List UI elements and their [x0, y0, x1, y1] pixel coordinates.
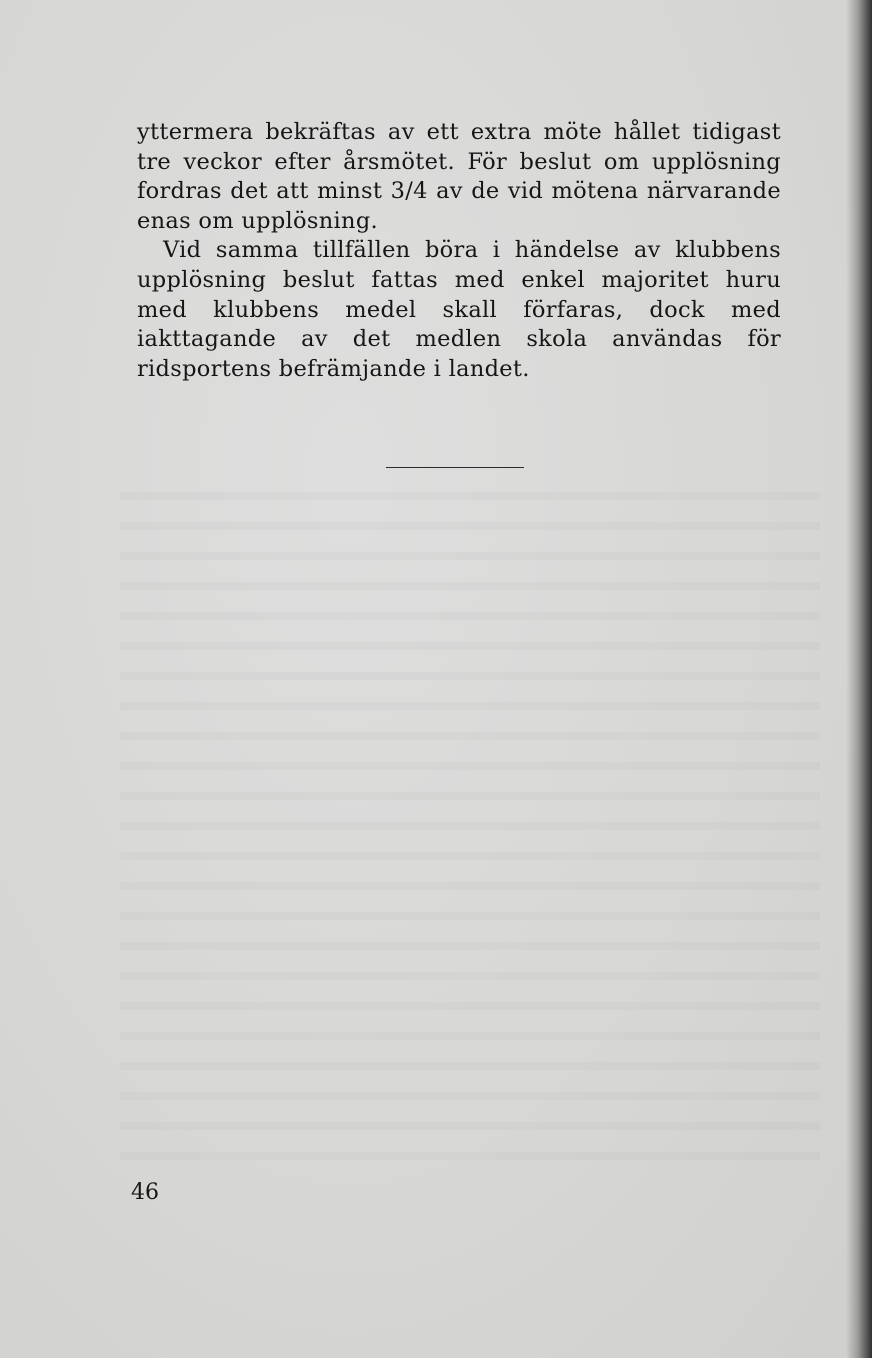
- page-number: 46: [131, 1180, 159, 1205]
- paragraph-2: Vid samma tillfällen böra i händelse av klubbens upplösning beslut fattas med enkel majoritet huru med klubbens medel skall förfaras, dock med iakttagande av det medlen skola användas för ridsportens befrämjande i landet.: [137, 237, 781, 382]
- binding-edge-shadow: [846, 0, 872, 1358]
- bleed-through-texture: [120, 470, 820, 1170]
- paragraph-1: yttermera bekräftas av ett extra möte hållet tidigast tre veckor efter årsmötet. För beslut om upplösning fordras det att minst 3/4 av de vid mötena närvarande enas om upplösning.: [137, 119, 781, 234]
- section-divider-rule: [386, 467, 524, 468]
- body-text: [137, 118, 781, 384]
